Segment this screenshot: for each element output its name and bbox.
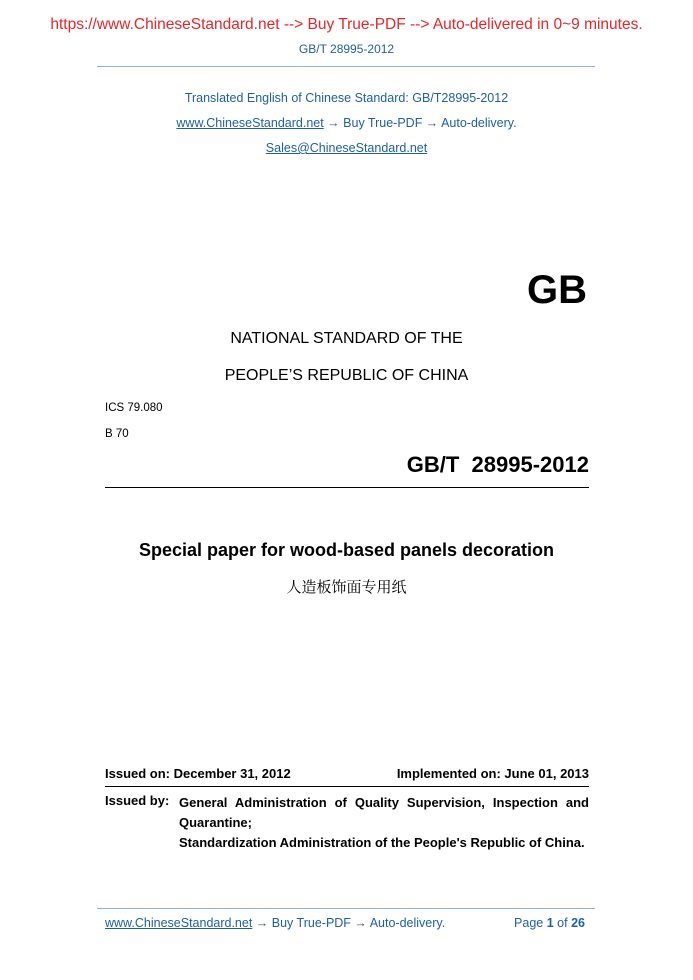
issued-on: Issued on: December 31, 2012: [105, 766, 291, 781]
banner-link[interactable]: https://www.ChineseStandard.net --> Buy True-PDF --> Auto-delivered in 0~9 minutes.: [50, 16, 643, 33]
footer-site-link[interactable]: www.ChineseStandard.net: [105, 916, 253, 930]
ccs-code: B 70: [105, 428, 129, 440]
footer-site-suffix: → Buy True-PDF → Auto-delivery.: [252, 916, 446, 930]
page-current: 1: [546, 916, 554, 930]
standard-number: GB/T 28995-2012: [406, 452, 589, 477]
header-divider: [97, 66, 595, 67]
site-link[interactable]: www.ChineseStandard.net: [176, 116, 324, 130]
issue-divider: [105, 786, 589, 787]
document-title-en: Special paper for wood-based panels decoration: [138, 540, 555, 560]
issued-by-block: [179, 793, 589, 853]
page-total: 26: [571, 916, 585, 930]
top-banner[interactable]: [0, 16, 693, 34]
document-title-cn: 人造板饰面专用纸: [286, 578, 407, 596]
site-line: [0, 116, 693, 130]
footer-site-line: [105, 916, 445, 930]
implemented-on: Implemented on: June 01, 2013: [396, 766, 589, 781]
issued-by-label: Issued by:: [105, 793, 170, 808]
issuer-1: General Administration of Quality Supervision, Inspection and Quarantine;: [179, 795, 589, 830]
translated-line: Translated English of Chinese Standard: GB/T28995-2012: [184, 91, 509, 105]
gb-logo: GB: [527, 268, 587, 312]
national-standard-line-2: PEOPLE’S REPUBLIC OF CHINA: [224, 367, 469, 384]
sales-line: [0, 141, 693, 155]
sales-email-link[interactable]: Sales@ChineseStandard.net: [265, 141, 428, 155]
standard-number-divider: [105, 487, 589, 488]
issuer-2: Standardization Administration of the People's Republic of China.: [179, 835, 585, 850]
ics-code: ICS 79.080: [105, 402, 163, 414]
national-standard-line-1: NATIONAL STANDARD OF THE: [230, 330, 463, 347]
site-suffix: → Buy True-PDF → Auto-delivery.: [323, 116, 517, 130]
header-standard-code: GB/T 28995-2012: [298, 42, 395, 56]
page-label: Page: [514, 916, 544, 930]
page-of: of: [557, 916, 568, 930]
footer-divider: [97, 908, 595, 909]
page-indicator: [514, 916, 585, 930]
